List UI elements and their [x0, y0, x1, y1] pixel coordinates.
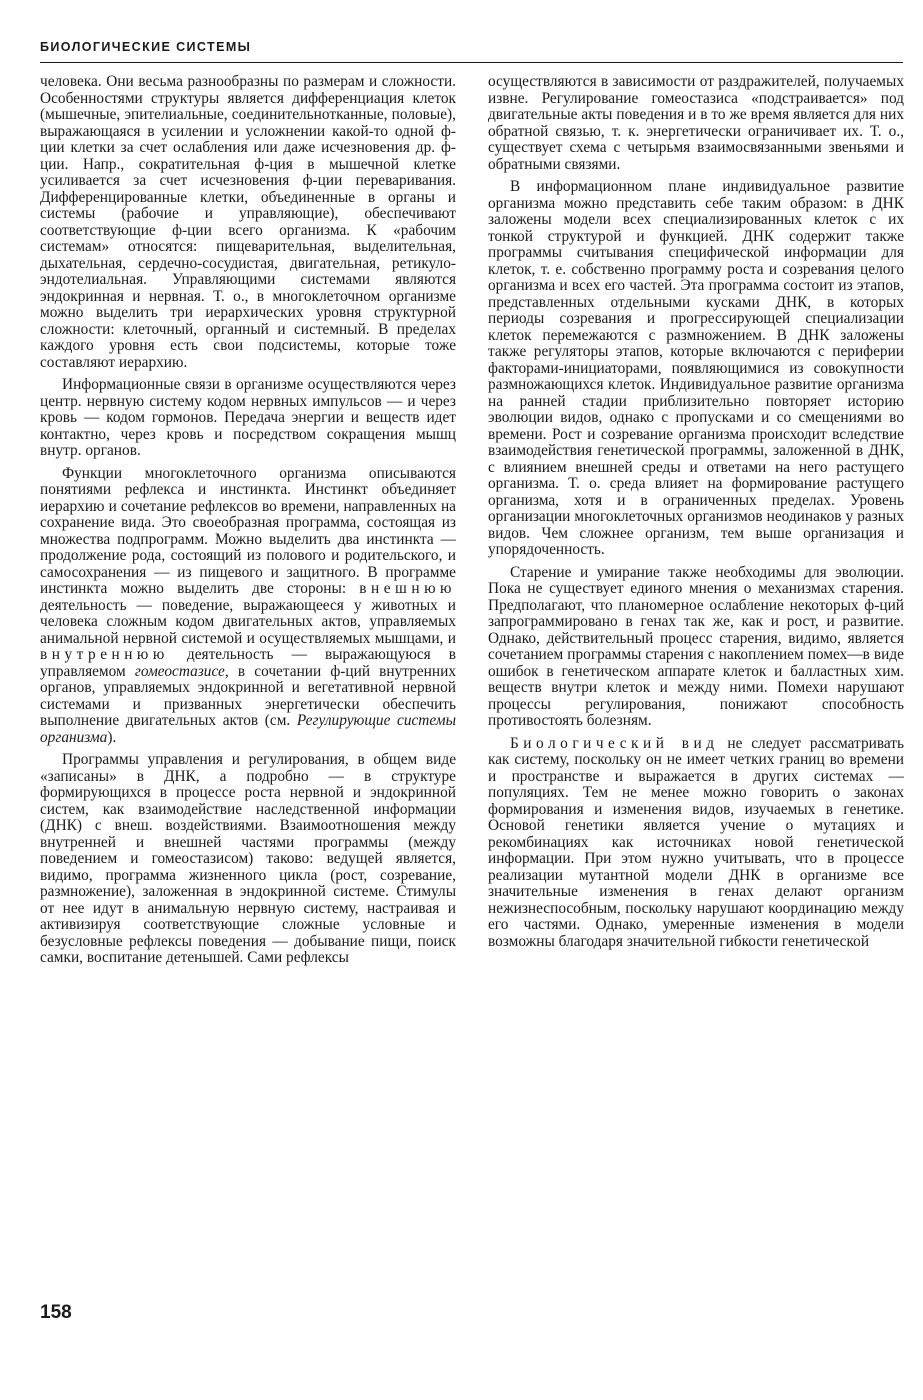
running-head: БИОЛОГИЧЕСКИЕ СИСТЕМЫ — [40, 40, 252, 54]
spaced-term-internal: внутреннюю — [40, 646, 169, 663]
paragraph-functions-instinct — [40, 466, 456, 747]
page-number: 158 — [40, 1302, 72, 1323]
cross-reference: Регулирующие системы организма — [40, 712, 456, 746]
text-run: Функции многоклеточного организма описываются понятиями рефлекса и инстинкта. Инстинкт объединяет иерархию и сочетание рефлексов во времени, направленных на сохранение вида. Это своеобразная программа, состоящая из множества подпрограмм. Можно выделить два инстинкта — продолжение рода, состоящий из полового и родительского, и самосохранения — из пищевого и защитного. В программе инстинкта можно выделить две стороны: — [40, 464, 456, 597]
paragraph-individual-development: В информационном плане индивидуальное развитие организма можно представить себе таким образом: в ДНК заложены модели всех специализированных клеток с их тонкой структурой и функцией. ДНК содержит также программы считывания специфической информации для клеток, т. е. собственно программу роста и созревания целого организма и всех его частей. Эта программа состоит из этапов, представленных отдельными кусками ДНК, в которых периоды созревания и прогрессирующей специализации клеток перемежаются с размножением. В ДНК заложены также регуляторы этапов, которые включаются с периферии факторами-инициаторами, появляющимися из совокупности размножающихся клеток. Индивидуальное развитие организма на ранней стадии приблизительно повторяет историю эволюции видов, однако с пропусками и со смещениями во времени. Рост и созревание организма происходит вследствие взаимодействия генетической программы, заложенной в ДНК, с влиянием внешней среды и ответами на него растущего организма. Т. о. среда влияет на формирование растущего организма, хотя и в ограниченных пределах. Уровень организации многоклеточных организмов неодинаков у разных видов. Чем сложнее организм, тем выше организация и упорядоченность. — [488, 178, 904, 558]
spaced-term-external: внешнюю — [359, 580, 456, 597]
header-rule — [40, 62, 903, 63]
paragraph-biological-species — [488, 736, 904, 951]
paragraph-reflexes-continued: осуществляются в зависимости от раздражителей, получаемых извне. Регулирование гомеостазиса «подстраивается» под двигательные акты поведения и в то же время является для них обратной связью, т. к. энергетически ограничивает их. Т. о., существует схема с четырьмя взаимосвязанными звеньями и обратными связями. — [488, 73, 904, 173]
paragraph-cell-structure: человека. Они весьма разнообразны по размерам и сложности. Особенностями структуры является дифференциация клеток (мышечные, эпителиальные, соединительнотканные, половые), выражающаяся в усилении и усложнении какой-то одной ф-ции клетки за счет ослабления или даже исчезновения др. ф-ции. Напр., сократительная ф-ция в мышечной клетке усиливается за счет исчезновения ф-ции переваривания. Дифференцированные клетки, объединенные в органы и системы (рабочие и управляющие), обеспечивают соответствующие ф-ции всего организма. К «рабочим системам» относятся: пищеварительная, выделительная, дыхательная, сердечно-сосудистая, двигательная, ретикуло-эндотелиальная. Управляющими системами являются эндокринная и нервная. Т. о., в многоклеточном организме можно выделить три иерархических уровня структурной сложности: клеточный, органный и системный. В пределах каждого уровня есть свои подсистемы, которые тоже составляют иерархию. — [40, 73, 456, 371]
text-run: ). — [107, 728, 117, 746]
paragraph-control-programs: Программы управления и регулирования, в общем виде «записаны» в ДНК, а подробно — в структуре формирующихся в процессе роста нервной и эндокринной систем, как взаимодействие наследственной информации (ДНК) с внеш. воздействиями. Взаимоотношения между внутренней и внешней частями программы (между поведением и гомеостазисом) таково: ведущей является, видимо, программа жизненного цикла (рост, созревание, размножение), заложенная в эндокринной системе. Стимулы от нее идут в анимальную нервную систему, настраивая и активизируя соответствующие сложные условные и безусловные рефлексы поведения — добывание пищи, поиск самки, воспитание детенышей. Сами рефлексы — [40, 751, 456, 966]
spaced-term-species: Биологический вид — [510, 734, 719, 752]
paragraph-aging: Старение и умирание также необходимы для эволюции. Пока не существует единого мнения о механизмах старения. Предполагают, что планомерное ослабление некоторых ф-ций запрограммировано в генах так же, как и рост, и развитие. Однако, действительный процесс старения, видимо, является сочетанием программы старения с накоплением помех—в виде ошибок в генетическом аппарате клеток и балластных хим. веществ внутри клеток и между ними. Помехи нарушают процессы регулирования, понижают способность противостоять болезням. — [488, 563, 904, 729]
text-run: деятельность — выражающуюся в управляемом — [40, 646, 456, 680]
right-column — [488, 74, 904, 950]
left-column — [40, 74, 456, 967]
text-run: деятельность — поведение, выражающееся у животных и человека сложным кодом двигательных актов, управляемых анимальной нервной системой и осуществляемых мышцами, и — [40, 596, 456, 647]
italic-term-homeostasis: гомеостазисе — [134, 662, 225, 680]
paragraph-information-links: Информационные связи в организме осуществляются через центр. нервную систему кодом нервных импульсов — и через кровь — кодом гормонов. Передача энергии и веществ идет контактно, через кровь и посредством сокращения мышц внутр. органов. — [40, 376, 456, 459]
text-run: , в сочетании ф-ций внутренних органов, управляемых эндокринной и вегетативной нервной системами и призванных энергетически обеспечить выполнение двигательных актов (см. — [40, 662, 456, 729]
text-run: не следует рассматривать как систему, поскольку он не имеет четких границ во времени и пространстве и выражается в других системах — популяциях. Тем не менее можно говорить о законах формирования и изменения видов, изучаемых в генетике. Основой генетики является учение о мутациях и рекомбинациях как источниках новой генетической информации. При этом нужно учитывать, что в процессе реализации мутантной модели ДНК в организме все значительные изменения в генах делают организм нежизнеспособным, поскольку нарушают координацию между его частями. Однако, умеренные изменения в модели возможны благодаря значительной гибкости генетической — [488, 734, 904, 950]
